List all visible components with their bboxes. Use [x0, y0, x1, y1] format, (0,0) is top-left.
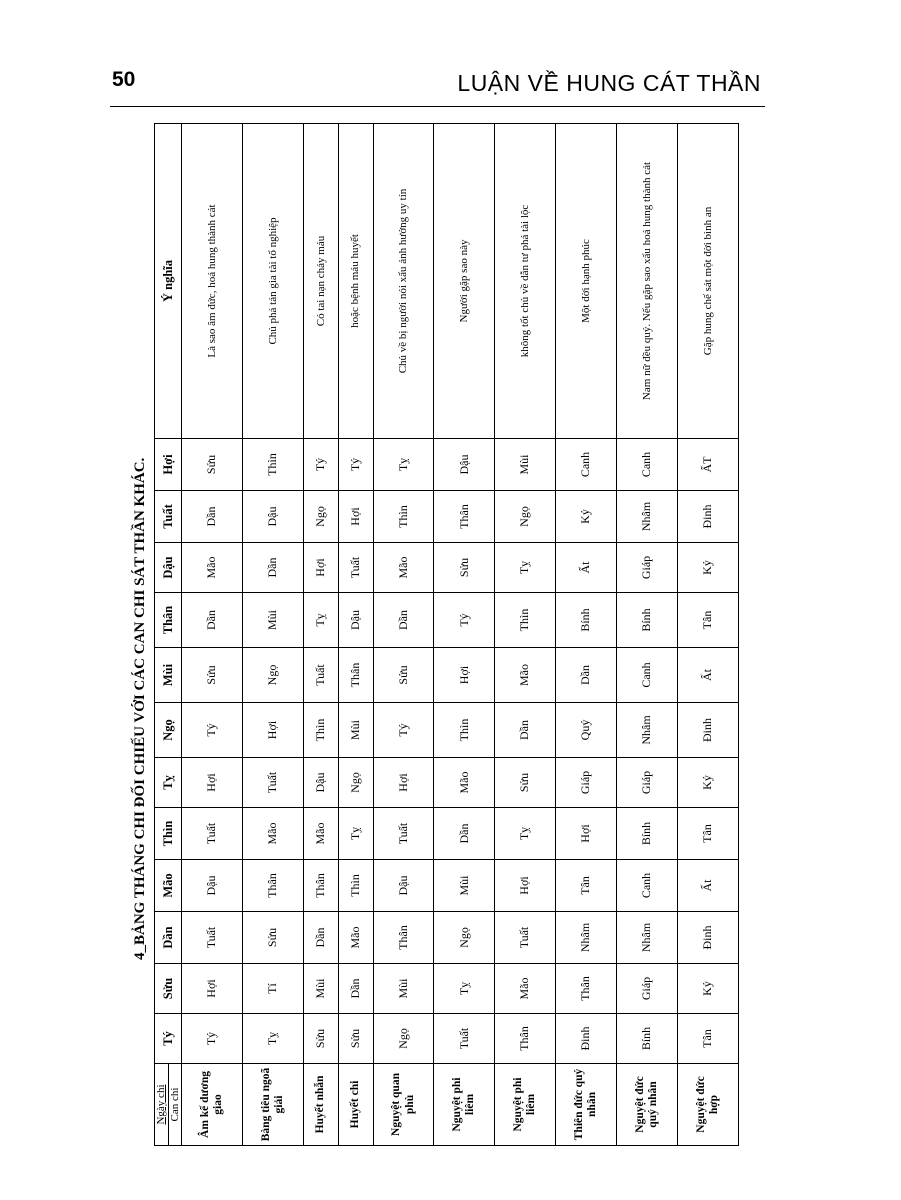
table-cell: Hợi [243, 703, 304, 758]
table-cell: Đinh [678, 912, 739, 964]
table-cell: Tý [182, 703, 243, 758]
table-cell: Giáp [617, 758, 678, 808]
table-cell: Canh [556, 439, 617, 491]
table-cell: Dần [304, 912, 339, 964]
row-label: Thiên đức quý nhân [556, 1064, 617, 1146]
table-cell: Dần [182, 593, 243, 648]
meaning-cell: Người gặp sao này [434, 124, 495, 439]
table-cell: Nhâm [617, 491, 678, 543]
table-row [338, 124, 373, 1146]
table-cell: Thìn [243, 439, 304, 491]
table-cell: Hợi [495, 860, 556, 912]
table-cell: Thìn [338, 860, 373, 912]
table-row [304, 124, 339, 1146]
table-cell: Giáp [617, 543, 678, 593]
table-cell: Dậu [373, 860, 434, 912]
table-row [556, 124, 617, 1146]
table-cell: Nhâm [617, 703, 678, 758]
table-cell: Ngọ [304, 491, 339, 543]
table-cell: Dậu [434, 439, 495, 491]
table-cell: Tỵ [434, 964, 495, 1014]
row-label: Huyết chi [338, 1064, 373, 1146]
column-header: Tý [155, 1014, 182, 1064]
table-cell: Ngọ [338, 758, 373, 808]
corner-bottom-label: Can chi [168, 1087, 181, 1122]
table-cell: Thân [304, 860, 339, 912]
table-cell: Hợi [338, 491, 373, 543]
table-cell: Mão [373, 543, 434, 593]
table-cell: Quý [556, 703, 617, 758]
table-cell: Thìn [434, 703, 495, 758]
column-header: Mùi [155, 648, 182, 703]
table-cell: Dần [373, 593, 434, 648]
column-header: Thìn [155, 808, 182, 860]
table-cell: Mùi [304, 964, 339, 1014]
meaning-cell: không tốt chủ về dẫn tư phá tài lộc [495, 124, 556, 439]
table-cell: Dậu [243, 491, 304, 543]
table-cell: Tuất [182, 808, 243, 860]
table-cell: Tý [182, 1014, 243, 1064]
table-cell: Tỵ [304, 593, 339, 648]
table-row [182, 124, 243, 1146]
table-cell: Mão [243, 808, 304, 860]
table-cell: Dậu [304, 758, 339, 808]
table-cell: Tuất [243, 758, 304, 808]
table-cell: Sửu [434, 543, 495, 593]
table-row [617, 124, 678, 1146]
table-cell: Hợi [182, 758, 243, 808]
table-cell: Tý [304, 439, 339, 491]
table-cell: Mão [495, 648, 556, 703]
table-cell: Thân [434, 491, 495, 543]
table-cell: Sửu [182, 648, 243, 703]
table-cell: Sửu [243, 912, 304, 964]
table-cell: Đinh [678, 703, 739, 758]
table-cell: Dậu [182, 860, 243, 912]
table-cell: Bính [617, 808, 678, 860]
table-cell: Ngọ [243, 648, 304, 703]
table-cell: Tỵ [495, 808, 556, 860]
meaning-cell: Một đời hạnh phúc [556, 124, 617, 439]
table-cell: Giáp [617, 964, 678, 1014]
table-cell: Tân [678, 808, 739, 860]
table-cell: Tuất [304, 648, 339, 703]
table-cell: Sửu [373, 648, 434, 703]
table-body [182, 124, 739, 1146]
column-header-meaning: Ý nghĩa [155, 124, 182, 439]
table-cell: Mão [495, 964, 556, 1014]
table-cell: Mão [304, 808, 339, 860]
table-cell: Đinh [556, 1014, 617, 1064]
table-row [373, 124, 434, 1146]
row-label: Nguyệt phi liêm [434, 1064, 495, 1146]
table-cell: Hợi [373, 758, 434, 808]
table-cell: Thìn [495, 593, 556, 648]
table-cell: Ngọ [434, 912, 495, 964]
table-cell: Thân [338, 648, 373, 703]
table-cell: Mùi [434, 860, 495, 912]
table-cell: Thân [243, 860, 304, 912]
column-header: Tỵ [155, 758, 182, 808]
table-cell: Bính [556, 593, 617, 648]
meaning-cell: Có tai nạn chảy máu [304, 124, 339, 439]
table-cell: Ất [556, 543, 617, 593]
table-cell: Canh [617, 860, 678, 912]
column-header: Dậu [155, 543, 182, 593]
table-cell: Dần [495, 703, 556, 758]
table-row [495, 124, 556, 1146]
table-cell: Mão [182, 543, 243, 593]
table-cell: Ngọ [495, 491, 556, 543]
row-label: Âm kế dương giao [182, 1064, 243, 1146]
column-header: Mão [155, 860, 182, 912]
table-cell: Sửu [304, 1014, 339, 1064]
row-label: Bàng tiêu ngoã giải [243, 1064, 304, 1146]
corner-cell [155, 1064, 182, 1146]
meaning-cell: Là sao âm đức, hoá hung thành cát [182, 124, 243, 439]
table-cell: Dần [556, 648, 617, 703]
table-cell: Tý [338, 439, 373, 491]
table-cell: Tý [434, 593, 495, 648]
table-cell: Thìn [373, 491, 434, 543]
table-cell: Hợi [556, 808, 617, 860]
row-label: Nguyệt quan phù [373, 1064, 434, 1146]
table-cell: ẤT [678, 439, 739, 491]
meaning-cell: Gặp hung chế sát một đời bình an [678, 124, 739, 439]
table-cell: Thìn [304, 703, 339, 758]
column-header: Thân [155, 593, 182, 648]
table-cell: Kỷ [556, 491, 617, 543]
table-cell: Ất [678, 648, 739, 703]
corner-top-label: Ngày chi [155, 1064, 169, 1145]
row-label: Nguyệt đức quý nhân [617, 1064, 678, 1146]
table-cell: Tỵ [338, 808, 373, 860]
table-cell: Tuất [373, 808, 434, 860]
table-cell: Sửu [182, 439, 243, 491]
table-cell: Bính [617, 1014, 678, 1064]
table-cell: Sửu [338, 1014, 373, 1064]
table-cell: Kỷ [678, 543, 739, 593]
table-cell: Tuất [495, 912, 556, 964]
header-rule [110, 106, 765, 107]
table-cell: Kỷ [678, 758, 739, 808]
table-cell: Dần [338, 964, 373, 1014]
table-cell: Tý [373, 703, 434, 758]
page-number: 50 [112, 68, 136, 91]
table-cell: Hợi [304, 543, 339, 593]
rotated-table-container [154, 124, 739, 1146]
table-cell: Đinh [678, 491, 739, 543]
row-label: Nguyệt đức hợp [678, 1064, 739, 1146]
meaning-cell: Chủ về bị người nói xấu ảnh hưởng uy tín [373, 124, 434, 439]
table-cell: Sửu [495, 758, 556, 808]
table-row [678, 124, 739, 1146]
meaning-cell: Nam nữ đều quý. Nếu gặp sao xấu hoá hung thành cát [617, 124, 678, 439]
table-cell: Tỵ [373, 439, 434, 491]
table-cell: Kỷ [678, 964, 739, 1014]
table-row [434, 124, 495, 1146]
table-cell: Thân [556, 964, 617, 1014]
table-cell: Dần [434, 808, 495, 860]
column-header: Ngọ [155, 703, 182, 758]
table-header-row [155, 124, 182, 1146]
table-cell: Thân [373, 912, 434, 964]
column-header: Hợi [155, 439, 182, 491]
table-cell: Hợi [182, 964, 243, 1014]
table-cell: Tỵ [243, 1014, 304, 1064]
table-cell: Giáp [556, 758, 617, 808]
row-label: Nguyệt phi liêm [495, 1064, 556, 1146]
column-header: Sửu [155, 964, 182, 1014]
table-heading: 4_BẢNG THÁNG CHI ĐỐI CHIẾU VỚI CÁC CAN CHI SÁT THẦN KHÁC. [132, 457, 148, 960]
table-cell: Mùi [373, 964, 434, 1014]
table-cell: Dần [243, 543, 304, 593]
table-cell: Tí [243, 964, 304, 1014]
table-cell: Thân [495, 1014, 556, 1064]
table-cell: Mão [434, 758, 495, 808]
table-cell: Tuất [338, 543, 373, 593]
table-cell: Mùi [338, 703, 373, 758]
table-cell: Dần [182, 491, 243, 543]
table-cell: Nhâm [556, 912, 617, 964]
table-cell: Mão [338, 912, 373, 964]
table-cell: Ngọ [373, 1014, 434, 1064]
table-cell: Tuất [182, 912, 243, 964]
table-cell: Mùi [495, 439, 556, 491]
meaning-cell: Chủ phá tán gia tài tổ nghiệp [243, 124, 304, 439]
table-cell: Dậu [338, 593, 373, 648]
column-header: Dần [155, 912, 182, 964]
table-cell: Tỵ [495, 543, 556, 593]
table-row [243, 124, 304, 1146]
table-cell: Hợi [434, 648, 495, 703]
table-cell: Tân [678, 593, 739, 648]
running-header-title: LUẬN VỀ HUNG CÁT THẦN [457, 70, 761, 96]
table-cell: Tuất [434, 1014, 495, 1064]
table-cell: Tân [556, 860, 617, 912]
table-cell: Tân [678, 1014, 739, 1064]
meaning-cell: hoặc bệnh máu huyết [338, 124, 373, 439]
can-chi-table [154, 123, 739, 1146]
table-cell: Bính [617, 593, 678, 648]
row-label: Huyết nhẫn [304, 1064, 339, 1146]
table-cell: Canh [617, 439, 678, 491]
table-cell: Canh [617, 648, 678, 703]
table-cell: Mùi [243, 593, 304, 648]
column-header: Tuất [155, 491, 182, 543]
table-cell: Nhâm [617, 912, 678, 964]
table-cell: Ất [678, 860, 739, 912]
